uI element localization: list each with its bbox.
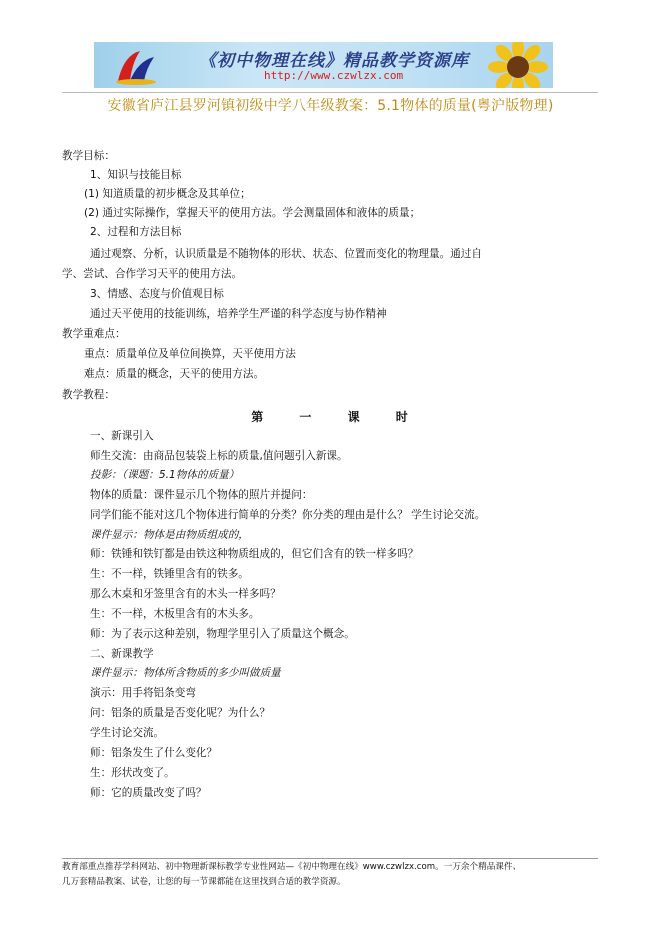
footer-line: 几万套精品教案、试卷，让您的每一节课都能在这里找到合适的教学资源。 xyxy=(62,877,346,887)
body-line: 师生交流：由商品包装袋上标的质量,值问题引入新课。 xyxy=(90,450,348,462)
section-process-label: 教学教程： xyxy=(62,389,115,401)
body-line: 生：形状改变了。 xyxy=(90,767,175,779)
body-line: 课件显示：物体所含物质的多少叫做质量 xyxy=(90,667,281,679)
footer-divider xyxy=(62,858,598,859)
section-key-points-label: 教学重难点： xyxy=(62,328,126,340)
body-line: 演示：用手将铝条变弯 xyxy=(90,687,196,699)
document-title: 安徽省庐江县罗河镇初级中学八年级教案：5.1物体的质量(粤沪版物理) xyxy=(107,98,554,114)
body-line: 学生讨论交流。 xyxy=(90,727,165,739)
body-line: 师：铝条发生了什么变化？ xyxy=(90,747,218,759)
subsection-heading: 一、新课引入 xyxy=(90,430,154,442)
body-line: 难点：质量的概念，天平的使用方法。 xyxy=(84,368,265,380)
body-line: 同学们能不能对这几个物体进行简单的分类？你分类的理由是什么？ 学生讨论交流。 xyxy=(90,509,486,521)
body-line: 问：铝条的质量是否变化呢？为什么？ xyxy=(90,707,271,719)
body-line: 生：不一样，铁锤里含有的铁多。 xyxy=(90,568,249,580)
body-line: 生：不一样，木板里含有的木头多。 xyxy=(90,608,260,620)
header-banner xyxy=(94,42,553,88)
banner-title: 《初中物理在线》精品教学资源库 xyxy=(199,51,469,71)
footer-line: 教育部重点推荐学科网站、初中物理新课标教学专业性网站—《初中物理在线》www.czwlzx.com。一万余个精品课件、 xyxy=(62,862,522,872)
body-line: 物体的质量：课件显示几个物体的照片并提问： xyxy=(90,489,313,501)
body-line: 师：为了表示这种差别，物理学里引入了质量这个概念。 xyxy=(90,628,355,640)
lesson-heading-char: 时 xyxy=(395,410,410,424)
body-line: 学、尝试、合作学习天平的使用方法。 xyxy=(62,268,243,280)
body-line: 课件显示：物体是由物质组成的， xyxy=(90,529,249,541)
body-line: 那么木桌和牙签里含有的木头一样多吗？ xyxy=(90,588,281,600)
body-line: 重点：质量单位及单位间换算，天平使用方法 xyxy=(84,348,296,360)
lesson-heading-char: 课 xyxy=(347,410,362,424)
body-line: (2) 通过实际操作，掌握天平的使用方法。学会测量固体和液体的质量； xyxy=(84,207,421,219)
subsection-heading: 二、新课教学 xyxy=(90,648,154,660)
body-line: 通过天平使用的技能训练，培养学生严谨的科学态度与协作精神 xyxy=(90,308,387,320)
body-line: 1、知识与技能目标 xyxy=(90,169,182,181)
lesson-heading-char: 一 xyxy=(299,410,314,424)
body-line: 师：它的质量改变了吗？ xyxy=(90,787,207,799)
lesson-heading-char: 第 xyxy=(251,410,266,424)
body-line: 师：铁锤和铁钉都是由铁这种物质组成的，但它们含有的铁一样多吗？ xyxy=(90,548,419,560)
lesson-heading xyxy=(0,408,661,425)
sunflower-icon xyxy=(487,42,549,88)
title-divider xyxy=(62,92,598,93)
site-logo-icon xyxy=(114,47,158,85)
body-line: 通过观察、分析，认识质量是不随物体的形状、状态、位置而变化的物理量。通过自 xyxy=(90,248,482,260)
banner-url[interactable]: http://www.czwlzx.com xyxy=(264,69,404,82)
body-line: 投影：（课题：5.1物体的质量） xyxy=(90,469,240,481)
section-objectives-label: 教学目标： xyxy=(62,150,115,162)
body-line: 3、情感、态度与价值观目标 xyxy=(90,288,224,300)
body-line: (1) 知道质量的初步概念及其单位； xyxy=(84,188,251,200)
body-line: 2、过程和方法目标 xyxy=(90,226,182,238)
